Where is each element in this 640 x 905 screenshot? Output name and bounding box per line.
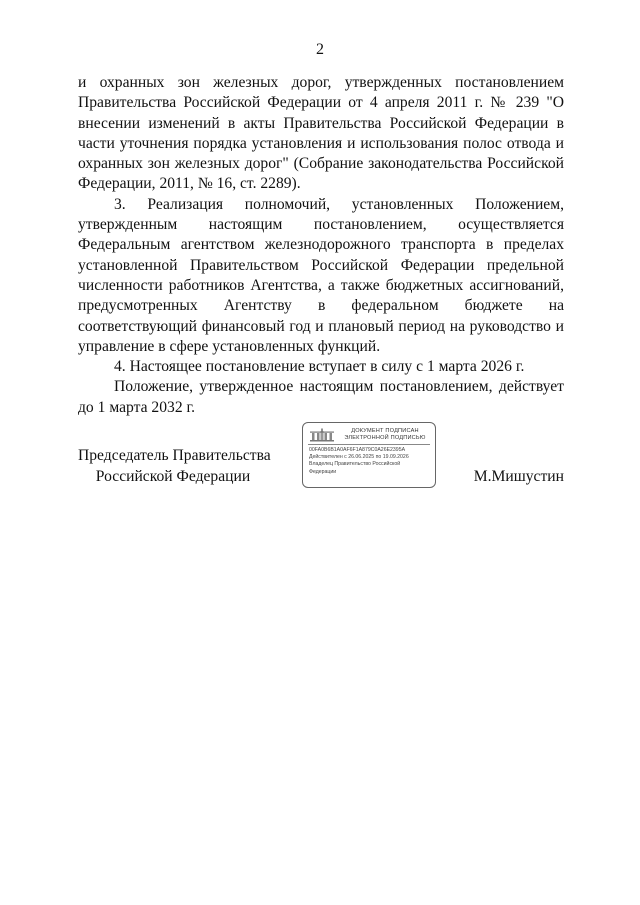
paragraph-item-3: 3. Реализация полномочий, установленных Положением, утвержденным настоящим постановлением, осуществляется Федеральным агентством железнодорожного транспорта в пределах установленной Правительством Российской Федерации предельной численности работников Агентства, а также бюджетных ассигнований, предусмотренных Агентству в федеральном бюджете на соответствующий финансовый год и плановый период на руководство и управление в сфере установленных функций. [78,195,564,355]
document-body [78,73,564,418]
stamp-owner-line-1: Владелец Правительство Российской [309,461,401,468]
paragraph-validity: Положение, утвержденное настоящим постановлением, действует до 1 марта 2032 г. [78,378,564,416]
signer-title-line-1: Председатель Правительства [78,447,271,464]
stamp-certificate: 00FA0B6B1A0AF6F1A879C0A26E2395A [309,447,406,453]
signer-name: М.Мишустин [473,468,564,485]
stamp-heading-line-2: ЭЛЕКТРОННОЙ ПОДПИСЬЮ [344,435,426,441]
signature-block [78,428,564,495]
page-number: 2 [316,41,324,58]
stamp-details [309,447,433,476]
stamp-owner-line-2: Федерации [309,468,337,475]
signer-title-line-2: Российской Федерации [95,468,251,485]
government-building-icon [309,428,335,442]
signer-title [78,445,271,487]
stamp-divider [308,444,430,445]
paragraph-item-4: 4. Настоящее постановление вступает в силу с 1 марта 2026 г. [114,358,525,376]
electronic-signature-stamp [302,422,436,488]
stamp-heading-line-1: ДОКУМЕНТ ПОДПИСАН [351,428,419,434]
paragraph-continuation: и охранных зон железных дорог, утвержденных постановлением Правительства Российской Федерации от 4 апреля 2011 г. № 239 "О внесении изменений в акты Правительства Российской Федерации в части уточнения порядка установления и использования полос отвода и охранных зон железных дорог" (Собрание законодательства Российской Федерации, 2011, № 16, ст. 2289). [78,74,564,193]
stamp-validity: Действителен с 26.06.2025 по 19.09.2026 [309,454,409,461]
stamp-heading [339,428,431,442]
